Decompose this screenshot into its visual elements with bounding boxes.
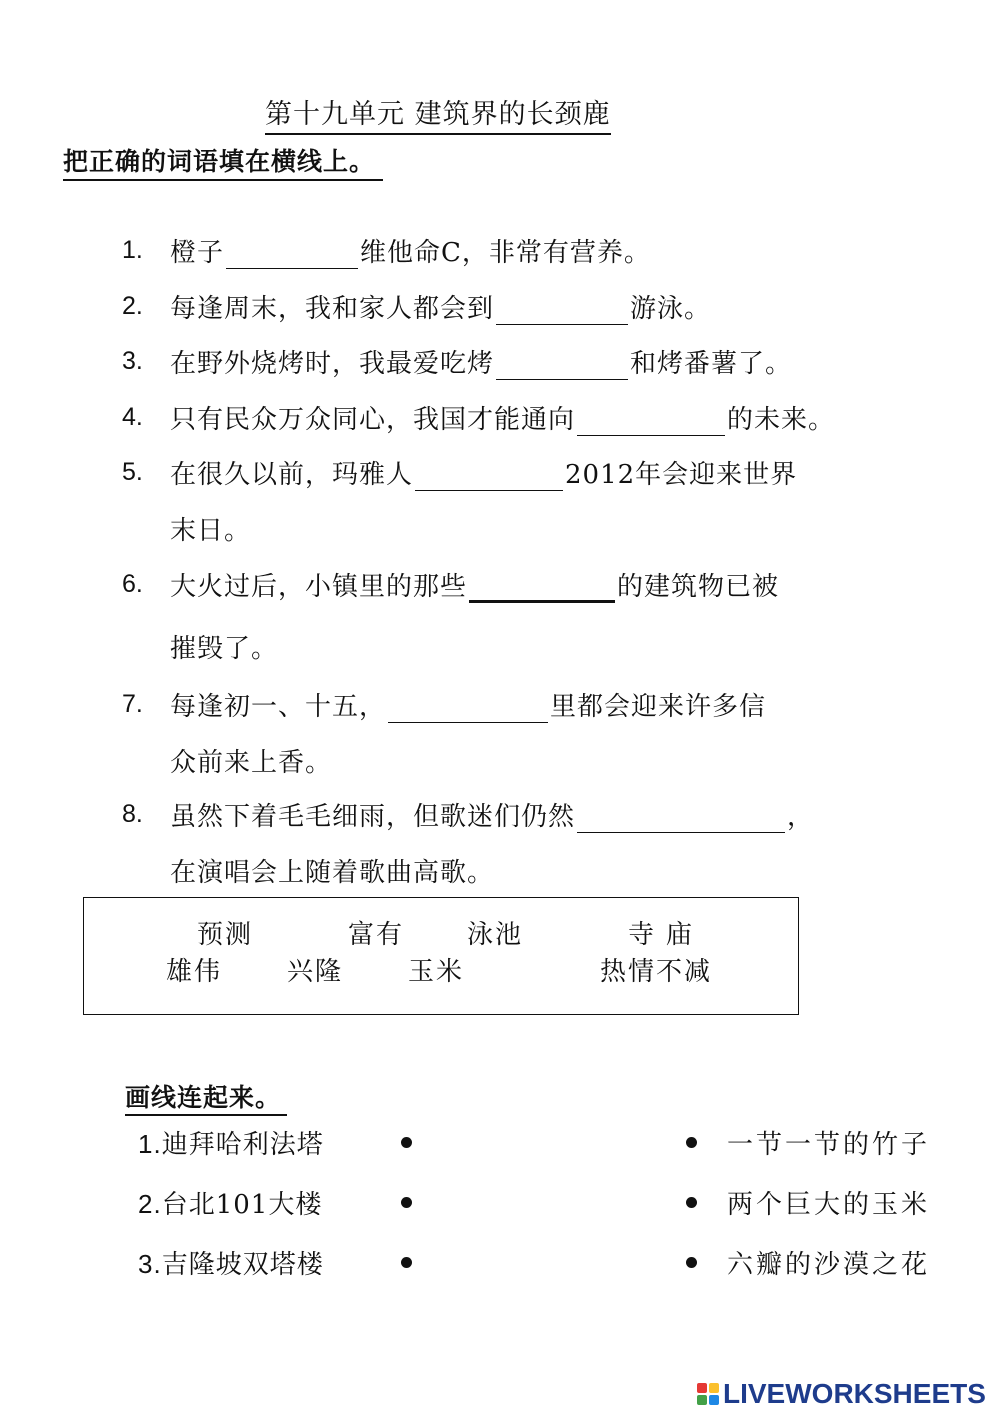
question-text-after: 和烤番薯了。: [630, 349, 793, 379]
question-number: 6.: [122, 570, 143, 598]
question-6: [170, 566, 779, 603]
match-left-text: 吉隆坡双塔楼: [161, 1250, 324, 1280]
word-bank-item[interactable]: 寺庙: [628, 920, 705, 950]
answer-blank-3[interactable]: [496, 351, 628, 380]
answer-blank-5[interactable]: [415, 462, 563, 491]
question-text-before: 橙子: [170, 238, 225, 268]
page-title: 第十九单元 建筑界的长颈鹿: [265, 92, 611, 135]
question-number: 2.: [122, 292, 143, 320]
question-text-before: 大火过后，小镇里的那些: [170, 572, 468, 602]
question-number: 5.: [122, 458, 143, 486]
answer-blank-8[interactable]: [577, 804, 785, 833]
match-right-item-1: 一节一节的竹子: [727, 1130, 931, 1160]
question-text-after: 维他命C，非常有营养。: [360, 238, 651, 268]
question-text-after: 里都会迎来许多信: [550, 692, 767, 722]
match-left-item-2: [138, 1184, 322, 1221]
word-bank-item[interactable]: 玉米: [408, 957, 465, 987]
question-text-before: 在很久以前，玛雅人: [170, 460, 414, 490]
match-left-number: 2.: [138, 1189, 162, 1219]
match-left-dot-3[interactable]: [401, 1257, 412, 1268]
match-left-number: 1.: [138, 1129, 162, 1159]
question-text-before: 只有民众万众同心，我国才能通向: [170, 405, 576, 435]
match-right-dot-3[interactable]: [686, 1257, 697, 1268]
match-left-text: 迪拜哈利法塔: [161, 1130, 324, 1160]
question-number: 4.: [122, 403, 143, 431]
question-number: 1.: [122, 236, 143, 264]
question-number: 7.: [122, 690, 143, 718]
question-continuation: 众前来上香。: [170, 748, 333, 778]
word-bank-item[interactable]: 富有: [348, 920, 405, 950]
question-continuation: 末日。: [170, 516, 252, 546]
question-text-after: ，: [787, 802, 815, 832]
question-continuation: 摧毁了。: [170, 634, 279, 664]
matching-instruction: 画线连起来。: [125, 1078, 287, 1116]
question-8: [170, 796, 814, 833]
question-2: [170, 288, 711, 325]
question-text-after: 游泳。: [630, 294, 712, 324]
answer-blank-2[interactable]: [496, 296, 628, 325]
match-right-item-2: 两个巨大的玉米: [727, 1190, 931, 1220]
question-text-after: 的建筑物已被: [617, 572, 780, 602]
question-5: [170, 454, 797, 491]
question-3: [170, 343, 792, 380]
match-left-number: 3.: [138, 1249, 162, 1279]
word-bank-item[interactable]: 泳池: [467, 920, 524, 950]
question-text-before: 在野外烧烤时，我最爱吃烤: [170, 349, 495, 379]
word-bank-item[interactable]: 雄伟: [166, 957, 223, 987]
answer-blank-4[interactable]: [577, 407, 725, 436]
match-left-item-3: [138, 1244, 324, 1281]
word-bank-item[interactable]: 预测: [197, 920, 254, 950]
match-left-text: 台北101大楼: [161, 1190, 323, 1220]
question-1: [170, 232, 651, 269]
match-left-item-1: [138, 1124, 324, 1161]
question-text-after: 2012年会迎来世界: [565, 460, 798, 490]
match-right-dot-2[interactable]: [686, 1197, 697, 1208]
logo-mark-icon: [697, 1383, 719, 1405]
question-number: 8.: [122, 800, 143, 828]
match-left-dot-2[interactable]: [401, 1197, 412, 1208]
answer-blank-7[interactable]: [388, 694, 548, 723]
answer-blank-1[interactable]: [226, 240, 358, 269]
question-text-before: 虽然下着毛毛细雨，但歌迷们仍然: [170, 802, 576, 832]
answer-blank-6[interactable]: [469, 572, 615, 603]
question-number: 3.: [122, 347, 143, 375]
match-right-item-3: 六瓣的沙漠之花: [727, 1250, 931, 1280]
fill-blank-instruction: 把正确的词语填在横线上。: [63, 142, 383, 181]
question-7: [170, 686, 766, 723]
match-left-dot-1[interactable]: [401, 1137, 412, 1148]
liveworksheets-logo: [697, 1378, 986, 1410]
brand-name: LIVEWORKSHEETS: [723, 1378, 986, 1409]
question-text-before: 每逢周末，我和家人都会到: [170, 294, 495, 324]
word-bank-item[interactable]: 兴隆: [287, 957, 344, 987]
question-4: [170, 399, 835, 436]
question-continuation: 在演唱会上随着歌曲高歌。: [170, 858, 495, 888]
question-text-before: 每逢初一、十五，: [170, 692, 387, 722]
match-right-dot-1[interactable]: [686, 1137, 697, 1148]
question-text-after: 的未来。: [727, 405, 836, 435]
word-bank-item[interactable]: 热情不减: [600, 957, 713, 987]
